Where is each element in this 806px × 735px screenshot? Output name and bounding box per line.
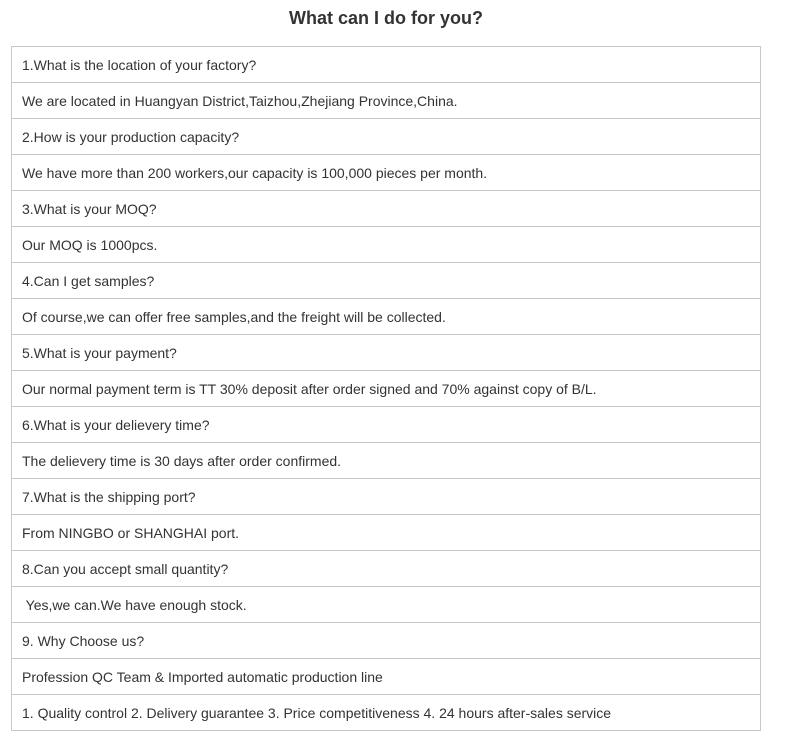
faq-question-1: 1.What is the location of your factory? xyxy=(12,47,760,83)
faq-question-6: 6.What is your delievery time? xyxy=(12,407,760,443)
faq-answer-7: From NINGBO or SHANGHAI port. xyxy=(12,515,760,551)
faq-answer-8: Yes,we can.We have enough stock. xyxy=(12,587,760,623)
faq-advantages-row: 1. Quality control 2. Delivery guarantee 3. Price competitiveness 4. 24 hours after-sales service xyxy=(12,695,760,731)
faq-question-7: 7.What is the shipping port? xyxy=(12,479,760,515)
faq-answer-1: We are located in Huangyan District,Taizhou,Zhejiang Province,China. xyxy=(12,83,760,119)
faq-table xyxy=(11,46,761,731)
faq-answer-6: The delievery time is 30 days after order confirmed. xyxy=(12,443,760,479)
faq-question-8: 8.Can you accept small quantity? xyxy=(12,551,760,587)
faq-answer-5: Our normal payment term is TT 30% deposit after order signed and 70% against copy of B/L. xyxy=(12,371,760,407)
faq-answer-2: We have more than 200 workers,our capacity is 100,000 pieces per month. xyxy=(12,155,760,191)
page-title: What can I do for you? xyxy=(289,8,483,28)
faq-answer-3: Our MOQ is 1000pcs. xyxy=(12,227,760,263)
faq-answer-4: Of course,we can offer free samples,and the freight will be collected. xyxy=(12,299,760,335)
faq-question-5: 5.What is your payment? xyxy=(12,335,760,371)
faq-question-3: 3.What is your MOQ? xyxy=(12,191,760,227)
faq-question-4: 4.Can I get samples? xyxy=(12,263,760,299)
faq-question-9: 9. Why Choose us? xyxy=(12,623,760,659)
faq-answer-9: Profession QC Team & Imported automatic production line xyxy=(12,659,760,695)
faq-question-2: 2.How is your production capacity? xyxy=(12,119,760,155)
